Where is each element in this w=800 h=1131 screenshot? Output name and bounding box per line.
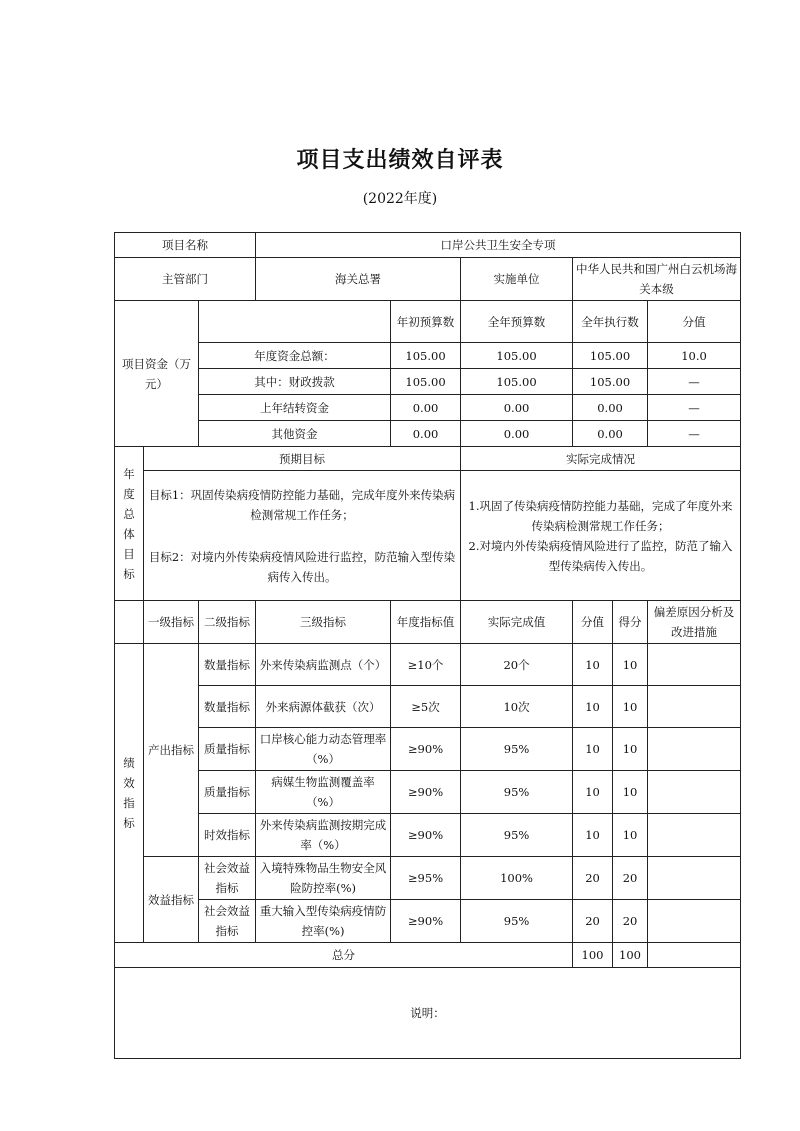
goals-actual-header: 实际完成情况 (461, 447, 741, 471)
indicator-deviation (648, 900, 741, 943)
indicator-score-value: 20 (573, 900, 613, 943)
indicator-level2: 质量指标 (199, 728, 256, 771)
goals-actual-text (461, 471, 741, 601)
dept-label: 主管部门 (115, 258, 256, 301)
indicator-level3: 外来病源体截获（次） (256, 686, 391, 728)
funds-annual: 105.00 (461, 343, 573, 369)
indicator-level3: 外来传染病监测按期完成率（%） (256, 814, 391, 857)
indicator-header-level3: 三级指标 (256, 601, 391, 644)
note (115, 968, 741, 1059)
indicator-score-value: 10 (573, 686, 613, 728)
indicator-level3: 病媒生物监测覆盖率（%） (256, 771, 391, 814)
indicator-header-level2: 二级指标 (199, 601, 256, 644)
funds-score-value: — (648, 421, 741, 447)
indicator-score: 10 (613, 686, 648, 728)
funds-row-label: 其他资金 (199, 421, 391, 447)
expected-goal-2: 目标2：对境内外传染病疫情风险进行监控，防范输入型传染病传入传出。 (148, 549, 456, 584)
unit-label: 实施单位 (461, 258, 573, 301)
indicator-actual: 95% (461, 900, 573, 943)
funds-row-label: 其中：财政拨款 (199, 369, 391, 395)
indicator-target: ≥90% (391, 900, 461, 943)
indicator-level2: 社会效益指标 (199, 900, 256, 943)
funds-header-init: 年初预算数 (391, 301, 461, 343)
unit-value: 中华人民共和国广州白云机场海关本级 (573, 258, 741, 301)
goals-expected-text (144, 471, 461, 601)
total-value: 100 (573, 943, 613, 968)
funds-score-value: — (648, 395, 741, 421)
indicator-header-level1: 一级指标 (144, 601, 199, 644)
indicator-score: 20 (613, 900, 648, 943)
funds-annual: 0.00 (461, 421, 573, 447)
indicator-level3: 口岸核心能力动态管理率（%） (256, 728, 391, 771)
indicator-header-target: 年度指标值 (391, 601, 461, 644)
indicator-actual: 95% (461, 814, 573, 857)
funds-label: 项目资金（万元） (115, 301, 199, 447)
indicator-score: 10 (613, 728, 648, 771)
funds-header-annual: 全年预算数 (461, 301, 573, 343)
funds-annual: 0.00 (461, 395, 573, 421)
funds-init: 105.00 (391, 369, 461, 395)
indicator-score-value: 10 (573, 728, 613, 771)
indicator-deviation (648, 857, 741, 900)
indicator-actual: 20个 (461, 644, 573, 686)
indicator-header-score-value: 分值 (573, 601, 613, 644)
indicator-level3: 重大输入型传染病疫情防控率(%) (256, 900, 391, 943)
total-label: 总分 (115, 943, 573, 968)
project-name-label: 项目名称 (115, 233, 256, 258)
indicator-level3: 外来传染病监测点（个） (256, 644, 391, 686)
funds-row-label: 年度资金总额： (199, 343, 391, 369)
note-label: 说明： (410, 1006, 445, 1020)
indicator-score-value: 10 (573, 644, 613, 686)
dept-value: 海关总署 (256, 258, 461, 301)
indicators-label: 绩效指标 (115, 644, 144, 943)
funds-exec: 105.00 (573, 369, 648, 395)
funds-header-exec: 全年执行数 (573, 301, 648, 343)
funds-init: 105.00 (391, 343, 461, 369)
indicator-target: ≥90% (391, 771, 461, 814)
actual-goal-1: 1.巩固了传染病疫情防控能力基础，完成了年度外来传染病检测常规工作任务； (468, 498, 733, 533)
funds-exec: 0.00 (573, 421, 648, 447)
page-title: 项目支出绩效自评表 (296, 147, 504, 173)
indicator-score-value: 10 (573, 771, 613, 814)
funds-score-value: 10.0 (648, 343, 741, 369)
indicator-score: 10 (613, 644, 648, 686)
funds-annual: 105.00 (461, 369, 573, 395)
funds-header-blank (199, 301, 391, 343)
funds-exec: 0.00 (573, 395, 648, 421)
total-score: 100 (613, 943, 648, 968)
expected-goal-1: 目标1：巩固传染病疫情防控能力基础，完成年度外来传染病检测常规工作任务； (148, 487, 456, 522)
indicator-target: ≥95% (391, 857, 461, 900)
indicator-deviation (648, 814, 741, 857)
indicator-actual: 95% (461, 771, 573, 814)
indicator-score-value: 10 (573, 814, 613, 857)
indicator-header-score: 得分 (613, 601, 648, 644)
indicator-header-actual: 实际完成值 (461, 601, 573, 644)
page-subtitle: (2022年度) (362, 191, 438, 207)
indicator-deviation (648, 686, 741, 728)
actual-goal-2: 2.对境内外传染病疫情风险进行了监控，防范了输入型传染病传入传出。 (468, 538, 733, 573)
funds-init: 0.00 (391, 395, 461, 421)
funds-score-value: — (648, 369, 741, 395)
indicator-level2: 数量指标 (199, 686, 256, 728)
indicator-actual: 100% (461, 857, 573, 900)
indicator-level3: 入境特殊物品生物安全风险防控率(%) (256, 857, 391, 900)
goals-label: 年度总体目标 (115, 447, 144, 601)
goals-expected-header: 预期目标 (144, 447, 461, 471)
indicator-target: ≥90% (391, 814, 461, 857)
indicator-deviation (648, 644, 741, 686)
group-output: 产出指标 (144, 644, 199, 857)
funds-init: 0.00 (391, 421, 461, 447)
indicator-deviation (648, 771, 741, 814)
indicator-score: 10 (613, 814, 648, 857)
funds-header-score-value: 分值 (648, 301, 741, 343)
indicator-target: ≥5次 (391, 686, 461, 728)
project-name: 口岸公共卫生安全专项 (256, 233, 741, 258)
indicator-target: ≥10个 (391, 644, 461, 686)
indicator-header-blank (115, 601, 144, 644)
indicator-level2: 质量指标 (199, 771, 256, 814)
indicator-actual: 10次 (461, 686, 573, 728)
indicator-level2: 时效指标 (199, 814, 256, 857)
funds-row-label: 上年结转资金 (199, 395, 391, 421)
indicator-deviation (648, 728, 741, 771)
indicator-score: 20 (613, 857, 648, 900)
indicator-level2: 数量指标 (199, 644, 256, 686)
funds-exec: 105.00 (573, 343, 648, 369)
total-deviation (648, 943, 741, 968)
indicator-score: 10 (613, 771, 648, 814)
indicator-target: ≥90% (391, 728, 461, 771)
indicator-score-value: 20 (573, 857, 613, 900)
group-benefit: 效益指标 (144, 857, 199, 943)
self-evaluation-table (114, 232, 741, 1059)
indicator-actual: 95% (461, 728, 573, 771)
indicator-level2: 社会效益指标 (199, 857, 256, 900)
indicator-header-deviation: 偏差原因分析及改进措施 (648, 601, 741, 644)
